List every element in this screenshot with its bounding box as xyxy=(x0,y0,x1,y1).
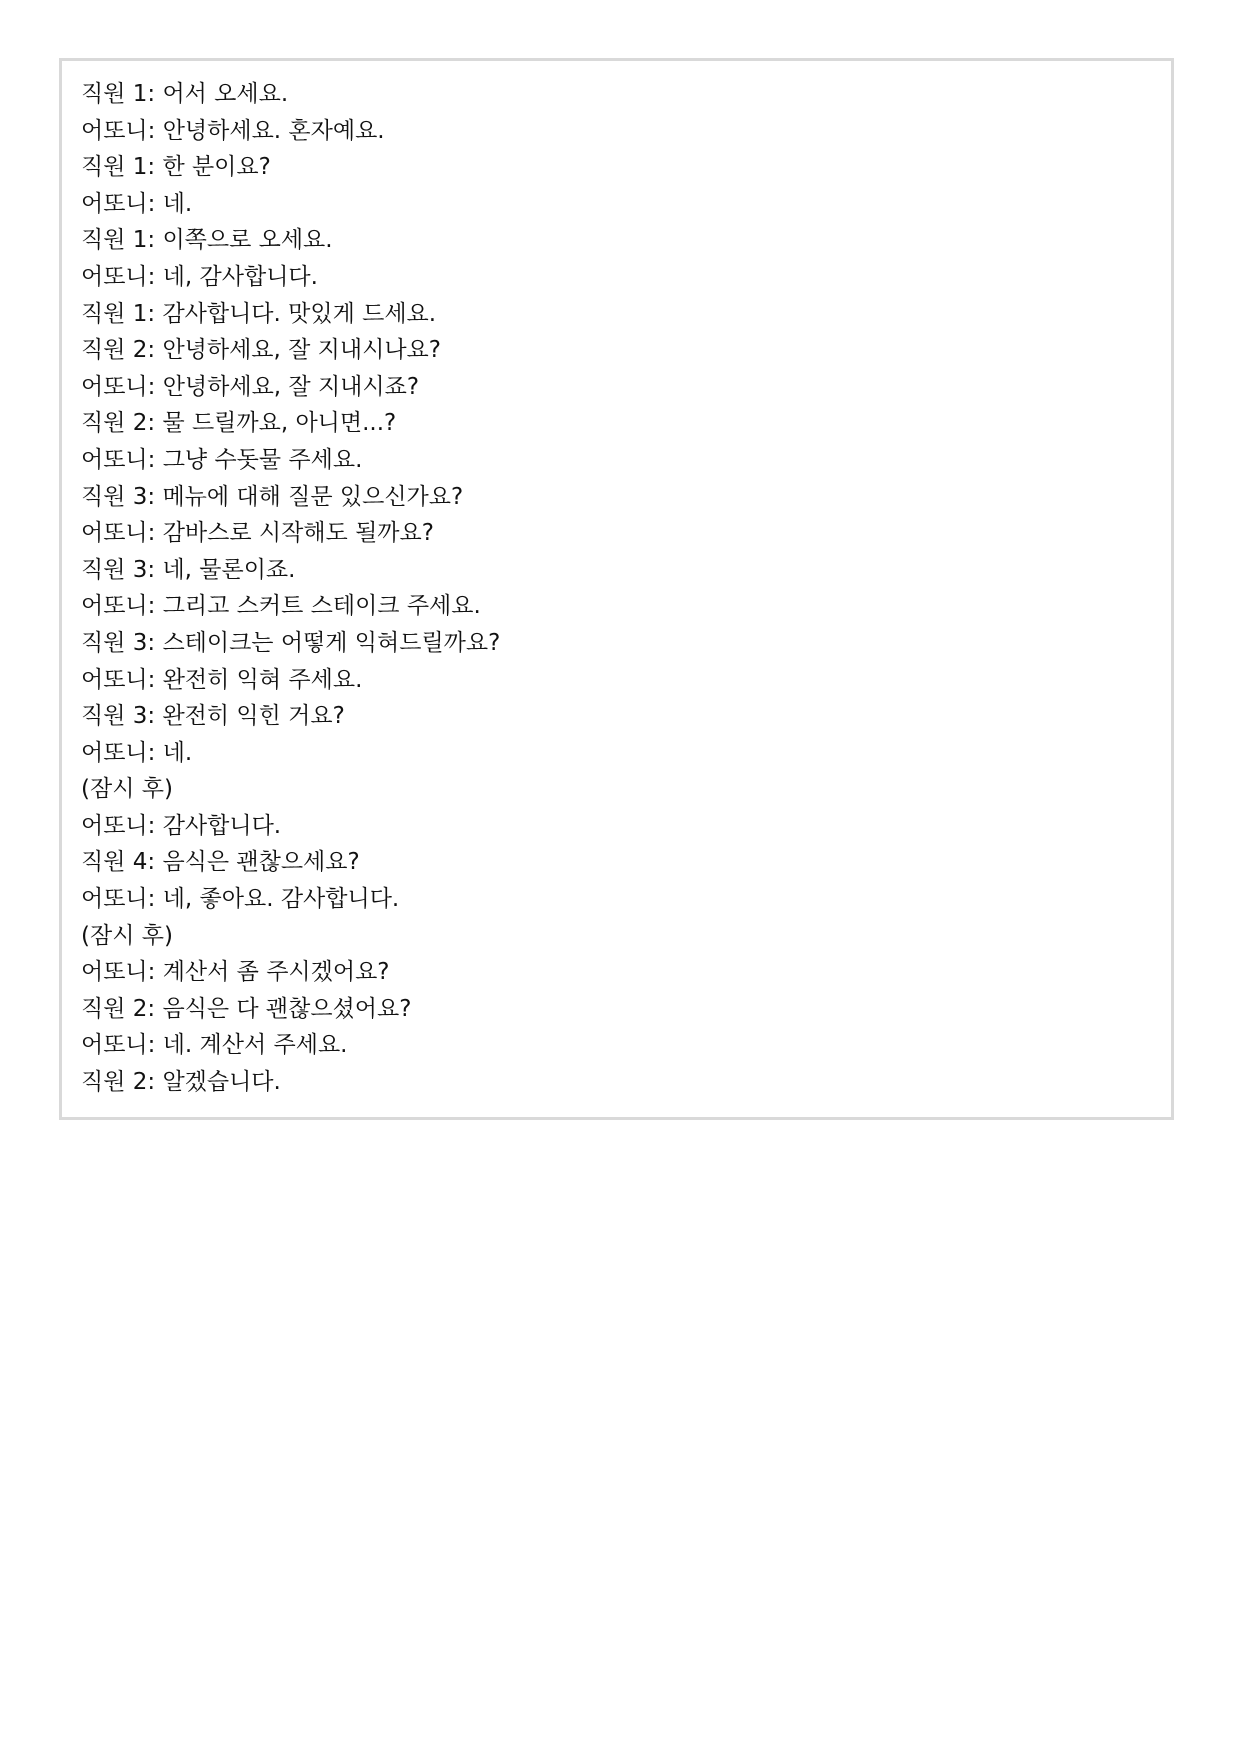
scene-direction: (잠시 후) xyxy=(81,776,173,803)
dialogue-line: 어또니: 감사합니다. xyxy=(81,812,282,839)
dialogue-line: 직원 3: 스테이크는 어떻게 익혀드릴까요? xyxy=(81,629,501,656)
dialogue-line: 어또니: 네. xyxy=(81,190,193,217)
dialogue-line: 어또니: 네. xyxy=(81,739,193,766)
dialogue-line: 직원 1: 한 분이요? xyxy=(81,154,271,181)
dialogue-line: 직원 2: 음식은 다 괜찮으셨어요? xyxy=(81,995,412,1022)
dialogue-line: 직원 2: 물 드릴까요, 아니면...? xyxy=(81,410,397,437)
dialogue-line: 어또니: 그냥 수돗물 주세요. xyxy=(81,446,363,473)
dialogue-line: 어또니: 안녕하세요. 혼자예요. xyxy=(81,117,385,144)
dialogue-line: 어또니: 감바스로 시작해도 될까요? xyxy=(81,520,434,547)
dialogue-line: 직원 2: 안녕하세요, 잘 지내시나요? xyxy=(81,337,441,364)
scene-direction: (잠시 후) xyxy=(81,922,173,949)
dialogue-line: 직원 1: 이쪽으로 오세요. xyxy=(81,227,333,254)
dialogue-line: 직원 4: 음식은 괜찮으세요? xyxy=(81,849,360,876)
dialogue-transcript-box xyxy=(59,58,1174,1120)
dialogue-line: 어또니: 네, 좋아요. 감사합니다. xyxy=(81,886,400,913)
dialogue-line: 직원 3: 메뉴에 대해 질문 있으신가요? xyxy=(81,483,464,510)
dialogue-line: 직원 3: 네, 물론이죠. xyxy=(81,556,296,583)
dialogue-line: 어또니: 네. 계산서 주세요. xyxy=(81,1032,348,1059)
dialogue-line: 직원 2: 알겠습니다. xyxy=(81,1069,281,1096)
dialogue-line: 어또니: 안녕하세요, 잘 지내시죠? xyxy=(81,373,420,400)
dialogue-line: 어또니: 네, 감사합니다. xyxy=(81,263,318,290)
dialogue-line: 직원 1: 감사합니다. 맛있게 드세요. xyxy=(81,300,437,327)
dialogue-line: 어또니: 완전히 익혀 주세요. xyxy=(81,666,363,693)
dialogue-line: 직원 1: 어서 오세요. xyxy=(81,81,289,107)
dialogue-line: 직원 3: 완전히 익힌 거요? xyxy=(81,703,345,730)
dialogue-line: 어또니: 그리고 스커트 스테이크 주세요. xyxy=(81,593,481,620)
dialogue-line: 어또니: 계산서 좀 주시겠어요? xyxy=(81,959,390,986)
